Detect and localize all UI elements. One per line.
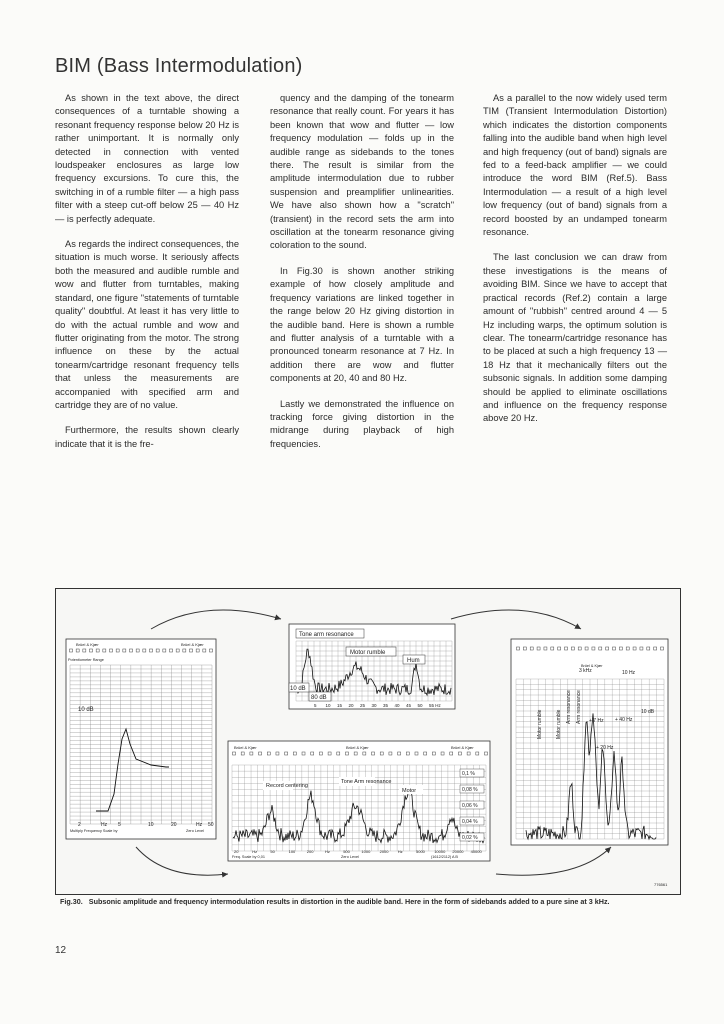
left-tick-label: 10 bbox=[148, 822, 154, 828]
figure-caption bbox=[60, 897, 680, 907]
left-db-label: 10 dB bbox=[78, 707, 94, 713]
top-tick-label: 25 bbox=[360, 703, 366, 708]
figure-30 bbox=[55, 588, 681, 895]
left-chart bbox=[66, 639, 216, 839]
top-tick-label: 40 bbox=[394, 703, 400, 708]
bottom-tick-label: 5000 bbox=[416, 849, 425, 854]
bottom-tick-label: Hz bbox=[325, 849, 330, 854]
bottom-chart bbox=[228, 741, 490, 861]
right-label-10hz: 10 Hz bbox=[622, 670, 636, 676]
bottom-brand-2: Brüel & Kjær bbox=[346, 745, 369, 750]
bottom-tick-label: 1000 bbox=[361, 849, 371, 854]
right-label-3khz: 3 kHz bbox=[579, 668, 592, 674]
paragraph: As shown in the text above, the direct consequences of a turntable showing a resonant frequency response below 20 Hz is rather unimportant. It is normally only detected in connection with vented loudspeaker enclosures as large low frequency excursions. To cure this, the switching in of a rumble filter — a high pass filter with a steep cut-off below 25 — 40 Hz — is perfectly adequate. bbox=[55, 93, 239, 224]
top-tick-label: 15 bbox=[337, 703, 343, 708]
top-tick-label: 50 bbox=[417, 703, 423, 708]
page-title: BIM (Bass Intermodulation) bbox=[55, 55, 303, 77]
left-tick-label: 50 bbox=[208, 822, 214, 828]
bottom-annotation-record: Record centering bbox=[266, 783, 308, 789]
bottom-annotation-arm: Tone Arm resonance bbox=[341, 779, 392, 785]
top-tick-label: 20 bbox=[348, 703, 354, 708]
percent-label: 0,04 % bbox=[462, 819, 478, 825]
bottom-footer-right: (1612/2112) A B bbox=[431, 855, 458, 859]
bottom-footer-left: Freq. Scale by 0,01 bbox=[232, 855, 265, 859]
left-footer: Multiply Frequency Scale by bbox=[70, 829, 118, 833]
top-tick-label: 10 bbox=[325, 703, 331, 708]
paragraph: Lastly we demonstrated the influence on tracking force giving distortion in the midrange during playback of high frequencies. bbox=[270, 398, 454, 449]
caption-text: Subsonic amplitude and frequency intermodulation results in distortion in the audible band. Here in the form of sidebands added to a pure sine at 3 kHz. bbox=[88, 897, 610, 906]
left-tick-label: 20 bbox=[171, 822, 177, 828]
top-db-10: 10 dB bbox=[290, 686, 306, 692]
page-number: 12 bbox=[55, 945, 67, 956]
figure-ref-code: 776561 bbox=[654, 882, 668, 887]
arrow-top-to-right bbox=[451, 610, 581, 629]
right-vlabel-4: Arm resonance bbox=[576, 690, 582, 724]
top-tick-label: 5 bbox=[314, 703, 317, 708]
text-column-3 bbox=[483, 92, 667, 438]
paragraph: In Fig.30 is shown another striking example of how closely amplitude and frequency variations are linked together in the range below 20 Hz giving distortion in the audible band. Here is shown a rumble and flutter analysis of a turntable with a pronounced tonearm resonance at 7 Hz. In addition there are wow and flutter components at 20, 40 and 80 Hz. bbox=[270, 265, 454, 384]
right-label-7hz: + 7 Hz bbox=[589, 718, 604, 724]
bottom-tick-label: 200 bbox=[306, 849, 314, 854]
left-brand: Brüel & Kjær bbox=[76, 642, 99, 647]
bottom-annotation-motor: Motor bbox=[402, 788, 417, 794]
percent-label: 0,08 % bbox=[462, 787, 478, 793]
top-chart bbox=[289, 624, 455, 709]
percent-label: 0,1 % bbox=[462, 771, 475, 777]
top-db-80: 80 dB bbox=[311, 695, 327, 701]
bottom-tick-label: 20 bbox=[234, 849, 239, 854]
paragraph: quency and the damping of the tonearm resonance that really count. For years it has been known that wow and flutter — low frequency modulation — folds up in the audible range as sidebands to the tones there. The result is similar from the amplitude intermodulation due to rubber suspension and preamplifier unlinearities. We have also shown how a "scratch" (transient) in the record sets the arm into oscillation at the tonearm resonance giving coloration to the sound. bbox=[270, 93, 454, 251]
paragraph: As regards the indirect consequences, the situation is much worse. It seriously affects both the measured and audible rumble and wow and flutter from turntables, making standard, one figure "statements of turntable quality" doubtful. At least it has very little to do with the actual rumble and wow and flutter originating from the motor. The strong influence on these by the actual tonearm/cartridge resonant frequency tells that unless the measurements are accompanied with specified arm and cartridge they are of no value. bbox=[55, 239, 239, 410]
bottom-brand-3: Brüel & Kjær bbox=[451, 745, 474, 750]
left-range-label: Potentiometer Range bbox=[68, 658, 104, 662]
bottom-footer-mid: Zero Level bbox=[341, 855, 359, 859]
right-brand: Brüel & Kjær bbox=[581, 664, 603, 668]
caption-label: Fig.30. bbox=[60, 897, 83, 906]
left-tick-label: 5 bbox=[118, 822, 121, 828]
top-tick-label: 55 Hz bbox=[429, 703, 441, 708]
left-tick-label: Hz bbox=[101, 822, 108, 828]
top-annotation-hum: Hum bbox=[407, 658, 420, 664]
bottom-tick-label: Hz bbox=[252, 849, 258, 854]
right-label-20hz: + 20 Hz bbox=[596, 745, 614, 751]
top-annotation-rumble: Motor rumble bbox=[350, 650, 386, 656]
text-column-1 bbox=[55, 92, 239, 463]
text-column-2 bbox=[270, 92, 454, 463]
left-zero: Zero Level bbox=[186, 829, 204, 833]
percent-label: 0,02 % bbox=[462, 835, 478, 841]
bottom-tick-label: 20000 bbox=[452, 849, 464, 854]
top-annotation-arm: Tone arm resonance bbox=[299, 632, 354, 638]
bottom-tick-label: Hz bbox=[397, 849, 403, 854]
right-label-40hz: + 40 Hz bbox=[615, 717, 633, 723]
right-label-10db: 10 dB bbox=[641, 709, 655, 715]
arrow-left-to-top bbox=[151, 610, 281, 629]
top-tick-label: 35 bbox=[383, 703, 389, 708]
arrow-left-to-bottom bbox=[136, 847, 228, 875]
bottom-tick-label: 100 bbox=[288, 849, 296, 854]
left-brand-2: Brüel & Kjær bbox=[181, 642, 204, 647]
arrow-bottom-to-right bbox=[496, 847, 611, 875]
bottom-tick-label: 2000 bbox=[379, 849, 389, 854]
paragraph: As a parallel to the now widely used term TIM (Transient Intermodulation Distortion) which indicates the distortion components falling into the audible band when high level and high frequency (out of band) signals are fed to a feed-back amplifier — we could introduce the word BIM (Ref.5). Bass Intermodulation — a result of a high level low frequency (out of band) signals from a record boosted by an undamped tonearm resonance. bbox=[483, 93, 667, 238]
percent-label: 0,06 % bbox=[462, 803, 478, 809]
paragraph: The last conclusion we can draw from these investigations is the means of avoiding BIM. Since we have to accept that practical records (Ref.2) contain a large amount of "rubbish" centred around 4 — 5 Hz including warps, the optimum solution is clear. The tonearm/cartridge resonance has to be placed at such a high frequency 13 — 18 Hz that it mechanically filters out the subsonic signals. In addition some damping should be applied to eliminate oscillations and influence on the frequency response above 20 Hz. bbox=[483, 252, 667, 424]
right-chart bbox=[511, 639, 668, 845]
top-tick-label: 45 bbox=[406, 703, 412, 708]
figure-drawing bbox=[56, 589, 680, 894]
bottom-tick-label: 40000 bbox=[470, 849, 482, 854]
right-vlabel-2: Motor rumble bbox=[556, 709, 562, 739]
bottom-tick-label: 50 bbox=[270, 849, 275, 854]
left-tick-label: 2 bbox=[78, 822, 81, 828]
left-tick-label: Hz bbox=[196, 822, 203, 828]
top-tick-label: 30 bbox=[371, 703, 377, 708]
bottom-tick-label: 10000 bbox=[434, 849, 446, 854]
right-vlabel-1: Motor rumble bbox=[537, 709, 543, 739]
bottom-brand: Brüel & Kjær bbox=[234, 745, 257, 750]
bottom-tick-label: 500 bbox=[343, 849, 350, 854]
paragraph: Furthermore, the results shown clearly indicate that it is the fre- bbox=[55, 425, 239, 449]
right-vlabel-3: Arm resonance bbox=[566, 690, 572, 724]
